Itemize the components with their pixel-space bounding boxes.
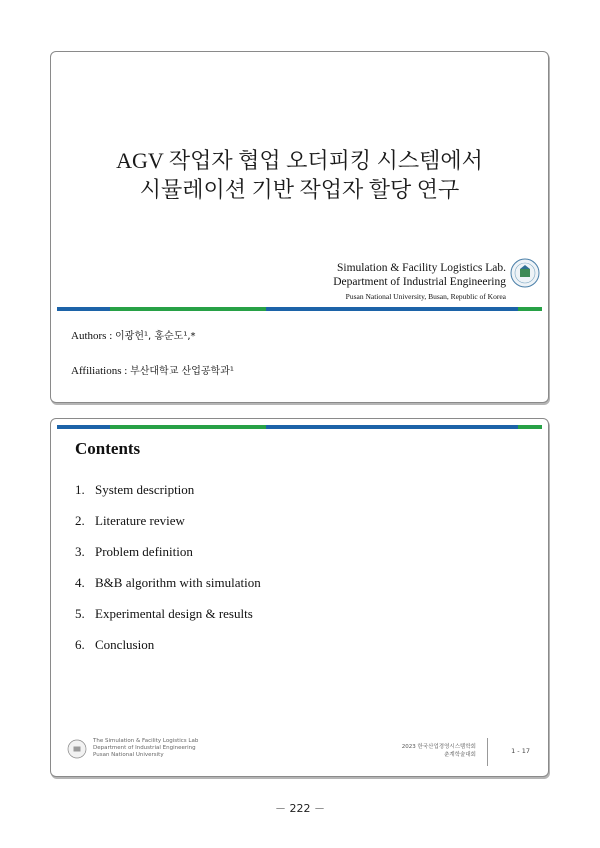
toc-item: 3. Problem definition: [75, 544, 193, 559]
affiliations-line: [71, 362, 234, 377]
page-number: － 222 －: [275, 802, 325, 815]
lab-info: [333, 261, 506, 302]
toc-item: 5. Experimental design & results: [75, 606, 253, 621]
lab-department: Department of Industrial Engineering: [333, 276, 506, 288]
contents-heading: Contents: [75, 439, 141, 458]
title-line-1: AGV 작업자 협업 오더피킹 시스템에서: [116, 148, 483, 173]
authors-value: 이광헌¹, 홍순도¹,*: [115, 331, 196, 342]
toc-item: 2. Literature review: [75, 513, 185, 528]
toc-item: 1. System description: [75, 482, 195, 497]
toc-item: 4. B&B algorithm with simulation: [75, 575, 261, 590]
lab-university: Pusan National University, Busan, Republic of Korea: [345, 292, 506, 301]
title-slide: [50, 51, 549, 403]
slide-number: 1 - 17: [511, 747, 530, 755]
title-line-2: 시뮬레이션 기반 작업자 할당 연구: [139, 177, 460, 202]
table-of-contents: [75, 474, 261, 660]
footer-lab-info: The Simulation & Facility Logistics Lab Department of Industrial Engineering Pusan National University: [93, 738, 199, 758]
authors-line: [71, 327, 196, 342]
toc-item: 6. Conclusion: [75, 637, 155, 652]
footer-divider: [487, 738, 488, 766]
slide-footer: [51, 732, 548, 776]
university-seal-icon: [510, 258, 540, 288]
authors-label: Authors :: [71, 330, 115, 342]
university-seal-icon: [67, 739, 87, 759]
presentation-title: [51, 146, 548, 204]
contents-slide: [50, 418, 549, 777]
color-stripe: [57, 425, 542, 429]
affiliations-value: 부산대학교 산업공학과¹: [130, 366, 234, 377]
footer-conference: 2023 한국산업경영시스템학회 춘계학술대회: [401, 744, 476, 758]
lab-name: Simulation & Facility Logistics Lab.: [337, 262, 506, 274]
affiliations-label: Affiliations :: [71, 365, 131, 377]
color-stripe: [57, 307, 542, 311]
